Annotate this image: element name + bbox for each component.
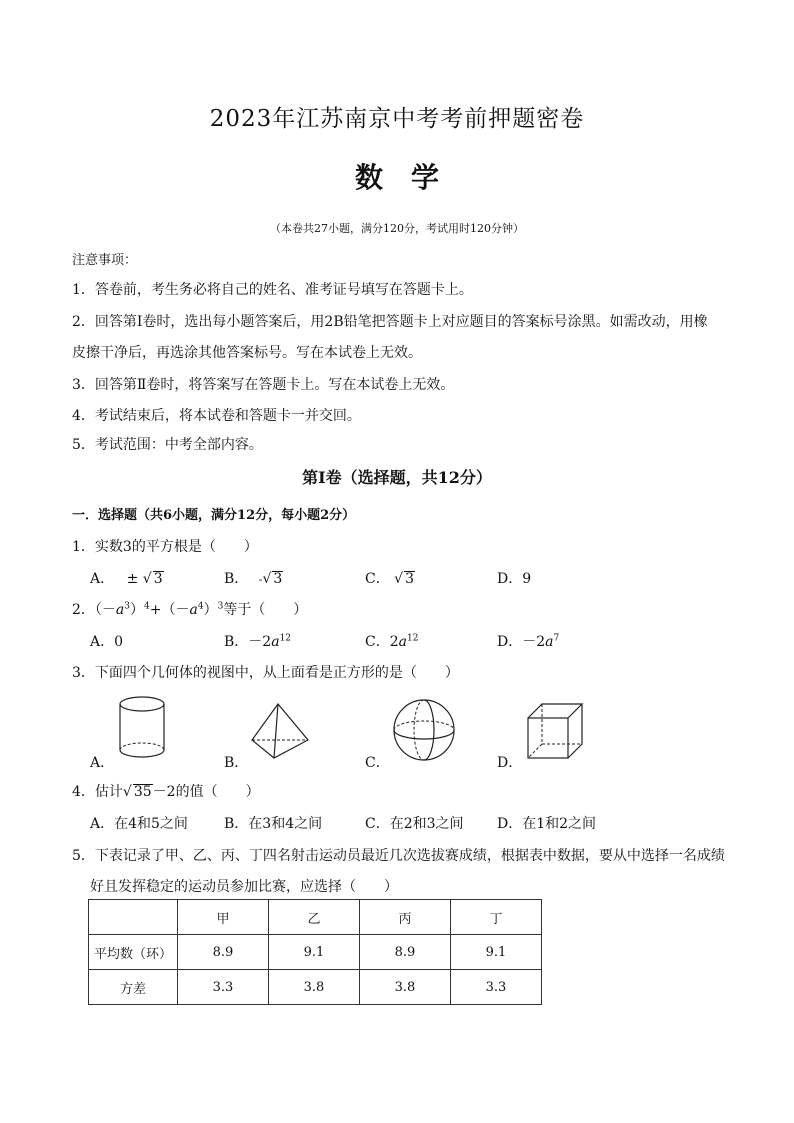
table-cell: 方差 [89, 970, 178, 1005]
cylinder-figure-icon [112, 694, 172, 764]
q2-option-c [365, 631, 418, 651]
table-cell: 3.3 [178, 970, 269, 1005]
q1-option-b [224, 568, 283, 588]
notes-heading: 注意事项： [72, 253, 138, 268]
q2-outer2: 3 [217, 601, 224, 612]
note-item-3: 3．回答第Ⅱ卷时，将答案写在答题卡上。写在本试卷上无效。 [72, 377, 455, 393]
section-title: 第Ⅰ卷（选择题，共12分） [302, 468, 492, 487]
q1-stem: 1．实数3的平方根是（ ） [72, 539, 258, 555]
q2-exp1: 3 [124, 601, 131, 612]
sqrt-icon: √ [262, 571, 272, 587]
q1-option-a [90, 568, 164, 588]
table-header-cell: 丙 [360, 900, 451, 935]
q3-option-c: C． [365, 755, 390, 771]
q1-b-prefix: - [258, 573, 263, 586]
q2-b-exp: 12 [279, 633, 292, 644]
q2-c-label: C．2 [365, 634, 399, 650]
note-item-4: 4．考试结束后，将本试卷和答题卡一并交回。 [72, 408, 361, 424]
q3-option-d: D． [497, 755, 523, 771]
table-header-cell [89, 900, 178, 935]
q1-a-label: A． [90, 571, 115, 587]
table-cell: 平均数（环） [89, 935, 178, 970]
note-item-1: 1．答卷前，考生务必将自己的姓名、准考证号填写在答题卡上。 [72, 282, 473, 298]
q2-stem [72, 599, 307, 619]
q4-stem-prefix: 4．估计 [72, 784, 123, 800]
q2-paren1: ） [130, 602, 145, 618]
subject-title: 数学 [354, 161, 467, 194]
table-cell: 3.3 [451, 970, 542, 1005]
sqrt-icon: √ [122, 784, 132, 800]
table-row [89, 935, 542, 970]
q4-option-c: C．在2和3之间 [365, 816, 464, 832]
q2-c-base: a [398, 634, 407, 650]
q5-stem-line1: 5．下表记录了甲、乙、丙、丁四名射击运动员最近几次选拔赛成绩，根据表中数据，要从中选择一名成绩 [72, 848, 725, 864]
sphere-figure-icon [390, 696, 458, 764]
q5-score-table [88, 899, 542, 1005]
q3-option-a: A． [90, 755, 115, 771]
q2-stem-suffix: 等于（ ） [223, 602, 308, 618]
q4-option-a: A．在4和5之间 [90, 816, 188, 832]
table-cell: 9.1 [451, 935, 542, 970]
q4-stem [72, 781, 260, 801]
paper-subtitle: （本卷共27小题，满分120分，考试用时120分钟） [270, 222, 524, 235]
table-header-cell: 甲 [178, 900, 269, 935]
q4-radicand: 35 [133, 784, 152, 800]
table-header-cell: 乙 [269, 900, 360, 935]
q1-b-radicand: 3 [273, 571, 283, 587]
q2-d-label: D．－2 [497, 634, 546, 650]
sqrt-icon: √ [142, 571, 152, 587]
table-cell: 3.8 [360, 970, 451, 1005]
note-item-5: 5．考试范围：中考全部内容。 [72, 437, 263, 453]
q2-base1: a [115, 602, 125, 618]
q3-option-b: B． [224, 755, 249, 771]
q1-option-d: D．9 [497, 571, 532, 587]
q2-exp2: 4 [197, 601, 204, 612]
q4-option-b: B．在3和4之间 [224, 816, 323, 832]
q2-base2: a [189, 602, 198, 618]
q1-c-radicand: 3 [405, 571, 415, 587]
q2-option-a: A．0 [90, 634, 124, 650]
q2-outer1: 4 [144, 601, 150, 612]
q3-stem: 3．下面四个几何体的视图中，从上面看是正方形的是（ ） [72, 665, 459, 681]
q2-option-d [497, 631, 559, 651]
q2-option-b [224, 631, 291, 651]
q1-a-radicand: 3 [153, 571, 163, 587]
cube-figure-icon [520, 700, 590, 762]
q2-d-base: a [545, 634, 554, 650]
table-header-row [89, 900, 542, 935]
paper-title: 2023年江苏南京中考考前押题密卷 [209, 106, 585, 132]
q5-stem-line2: 好且发挥稳定的运动员参加比赛，应选择（ ） [90, 879, 398, 895]
q2-b-base: a [271, 634, 280, 650]
sqrt-icon: √ [394, 571, 404, 587]
pyramid-figure-icon [246, 700, 316, 762]
table-cell: 9.1 [269, 935, 360, 970]
table-cell: 3.8 [269, 970, 360, 1005]
table-cell: 8.9 [360, 935, 451, 970]
table-row [89, 970, 542, 1005]
q2-paren2: ） [203, 602, 218, 618]
q1-b-label: B． [224, 571, 249, 587]
q1-option-c [365, 568, 415, 588]
part-heading: 一．选择题（共6小题，满分12分，每小题2分） [72, 508, 356, 523]
q2-mid: +（－ [149, 602, 190, 618]
q1-c-label: C． [365, 571, 390, 587]
table-cell: 8.9 [178, 935, 269, 970]
q2-stem-prefix: 2．（－ [72, 602, 116, 618]
note-item-2-cont: 皮擦干净后，再选涂其他答案标号。写在本试卷上无效。 [72, 345, 422, 361]
q1-a-prefix: ± [126, 571, 139, 587]
q2-b-label: B．－2 [224, 634, 272, 650]
q4-stem-suffix: －2的值（ ） [152, 784, 260, 800]
q2-c-exp: 12 [406, 633, 419, 644]
q2-d-exp: 7 [553, 633, 560, 644]
q4-option-d: D．在1和2之间 [497, 816, 597, 832]
note-item-2: 2．回答第Ⅰ卷时，选出每小题答案后，用2B铅笔把答题卡上对应题目的答案标号涂黑。如需改动，用橡 [72, 314, 708, 330]
table-header-cell: 丁 [451, 900, 542, 935]
